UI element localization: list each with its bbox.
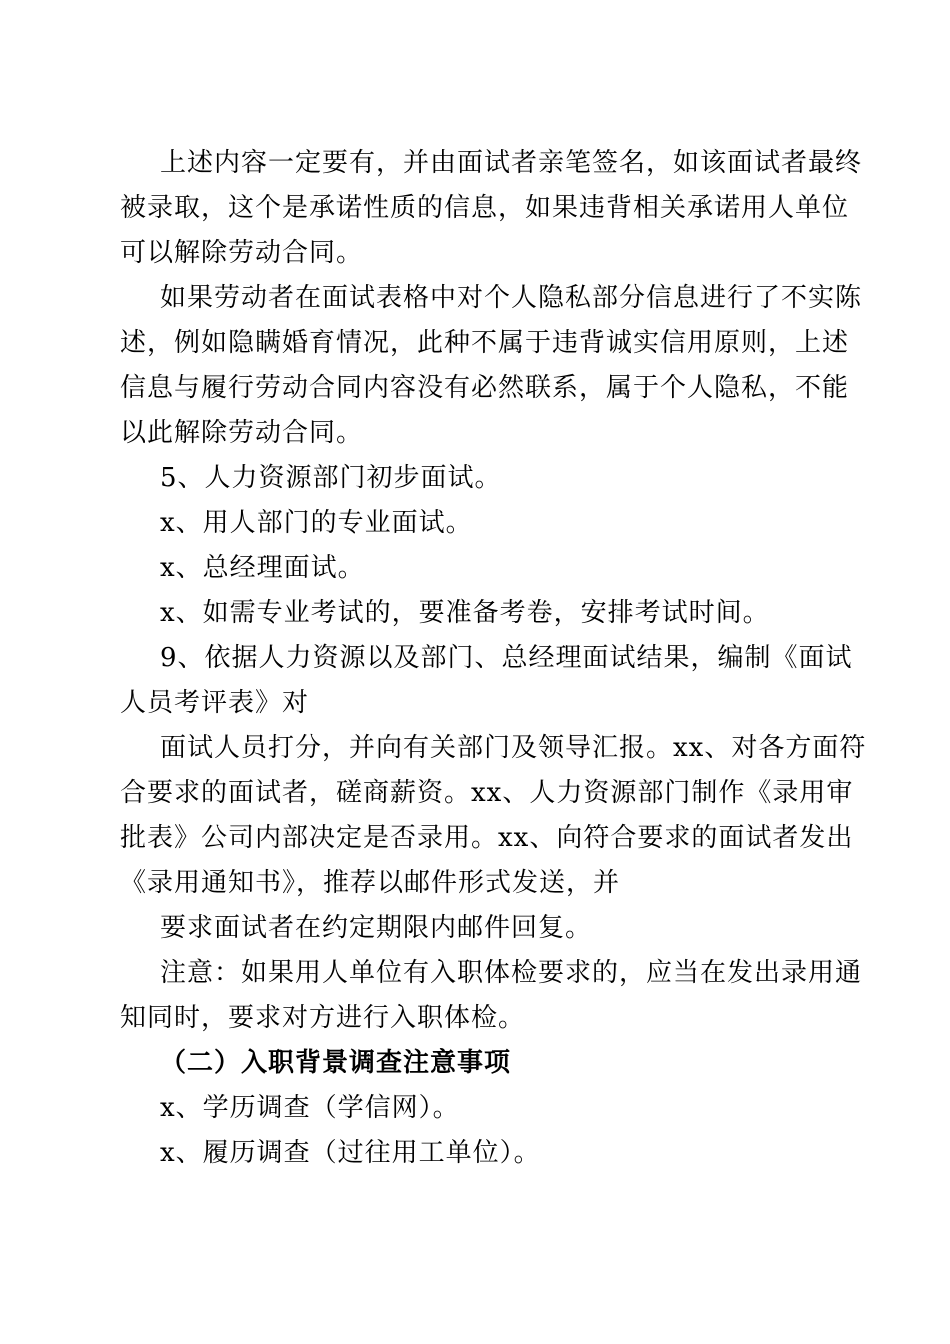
- list-item: 9、依据人力资源以及部门、总经理面试结果，编制《面试: [160, 643, 853, 673]
- paragraph-line: 人员考评表》对: [120, 688, 310, 718]
- paragraph-line: 可以解除劳动合同。: [120, 238, 364, 268]
- paragraph-line: 信息与履行劳动合同内容没有必然联系，属于个人隐私，不能: [120, 373, 850, 403]
- list-item: 5、人力资源部门初步面试。: [160, 463, 502, 493]
- list-item: x、学历调查（学信网）。: [160, 1093, 460, 1123]
- paragraph-line: 如果劳动者在面试表格中对个人隐私部分信息进行了不实陈: [160, 283, 863, 313]
- paragraph-line: 被录取，这个是承诺性质的信息，如果违背相关承诺用人单位: [120, 193, 850, 223]
- paragraph-line: 面试人员打分，并向有关部门及领导汇报。xx、对各方面符: [160, 733, 867, 763]
- paragraph-line: 合要求的面试者，磋商薪资。xx、人力资源部门制作《录用审: [120, 778, 854, 808]
- paragraph-line: 以此解除劳动合同。: [120, 418, 364, 448]
- list-item: x、用人部门的专业面试。: [160, 508, 473, 538]
- paragraph-line: 《录用通知书》，推荐以邮件形式发送，并: [120, 868, 621, 898]
- list-item: x、总经理面试。: [160, 553, 365, 583]
- section-heading: （二）入职背景调查注意事项: [160, 1048, 512, 1078]
- list-item: x、如需专业考试的，要准备考卷，安排考试时间。: [160, 598, 770, 628]
- paragraph-line: 上述内容一定要有，并由面试者亲笔签名，如该面试者最终: [160, 148, 863, 178]
- note-line: 知同时，要求对方进行入职体检。: [120, 1003, 526, 1033]
- paragraph-line: 批表》公司内部决定是否录用。xx、向符合要求的面试者发出: [120, 823, 854, 853]
- list-item: x、履历调查（过往用工单位）。: [160, 1138, 541, 1168]
- paragraph-line: 要求面试者在约定期限内邮件回复。: [160, 913, 593, 943]
- note-line: 注意：如果用人单位有入职体检要求的，应当在发出录用通: [160, 958, 863, 988]
- paragraph-line: 述，例如隐瞒婚育情况，此种不属于违背诚实信用原则，上述: [120, 328, 850, 358]
